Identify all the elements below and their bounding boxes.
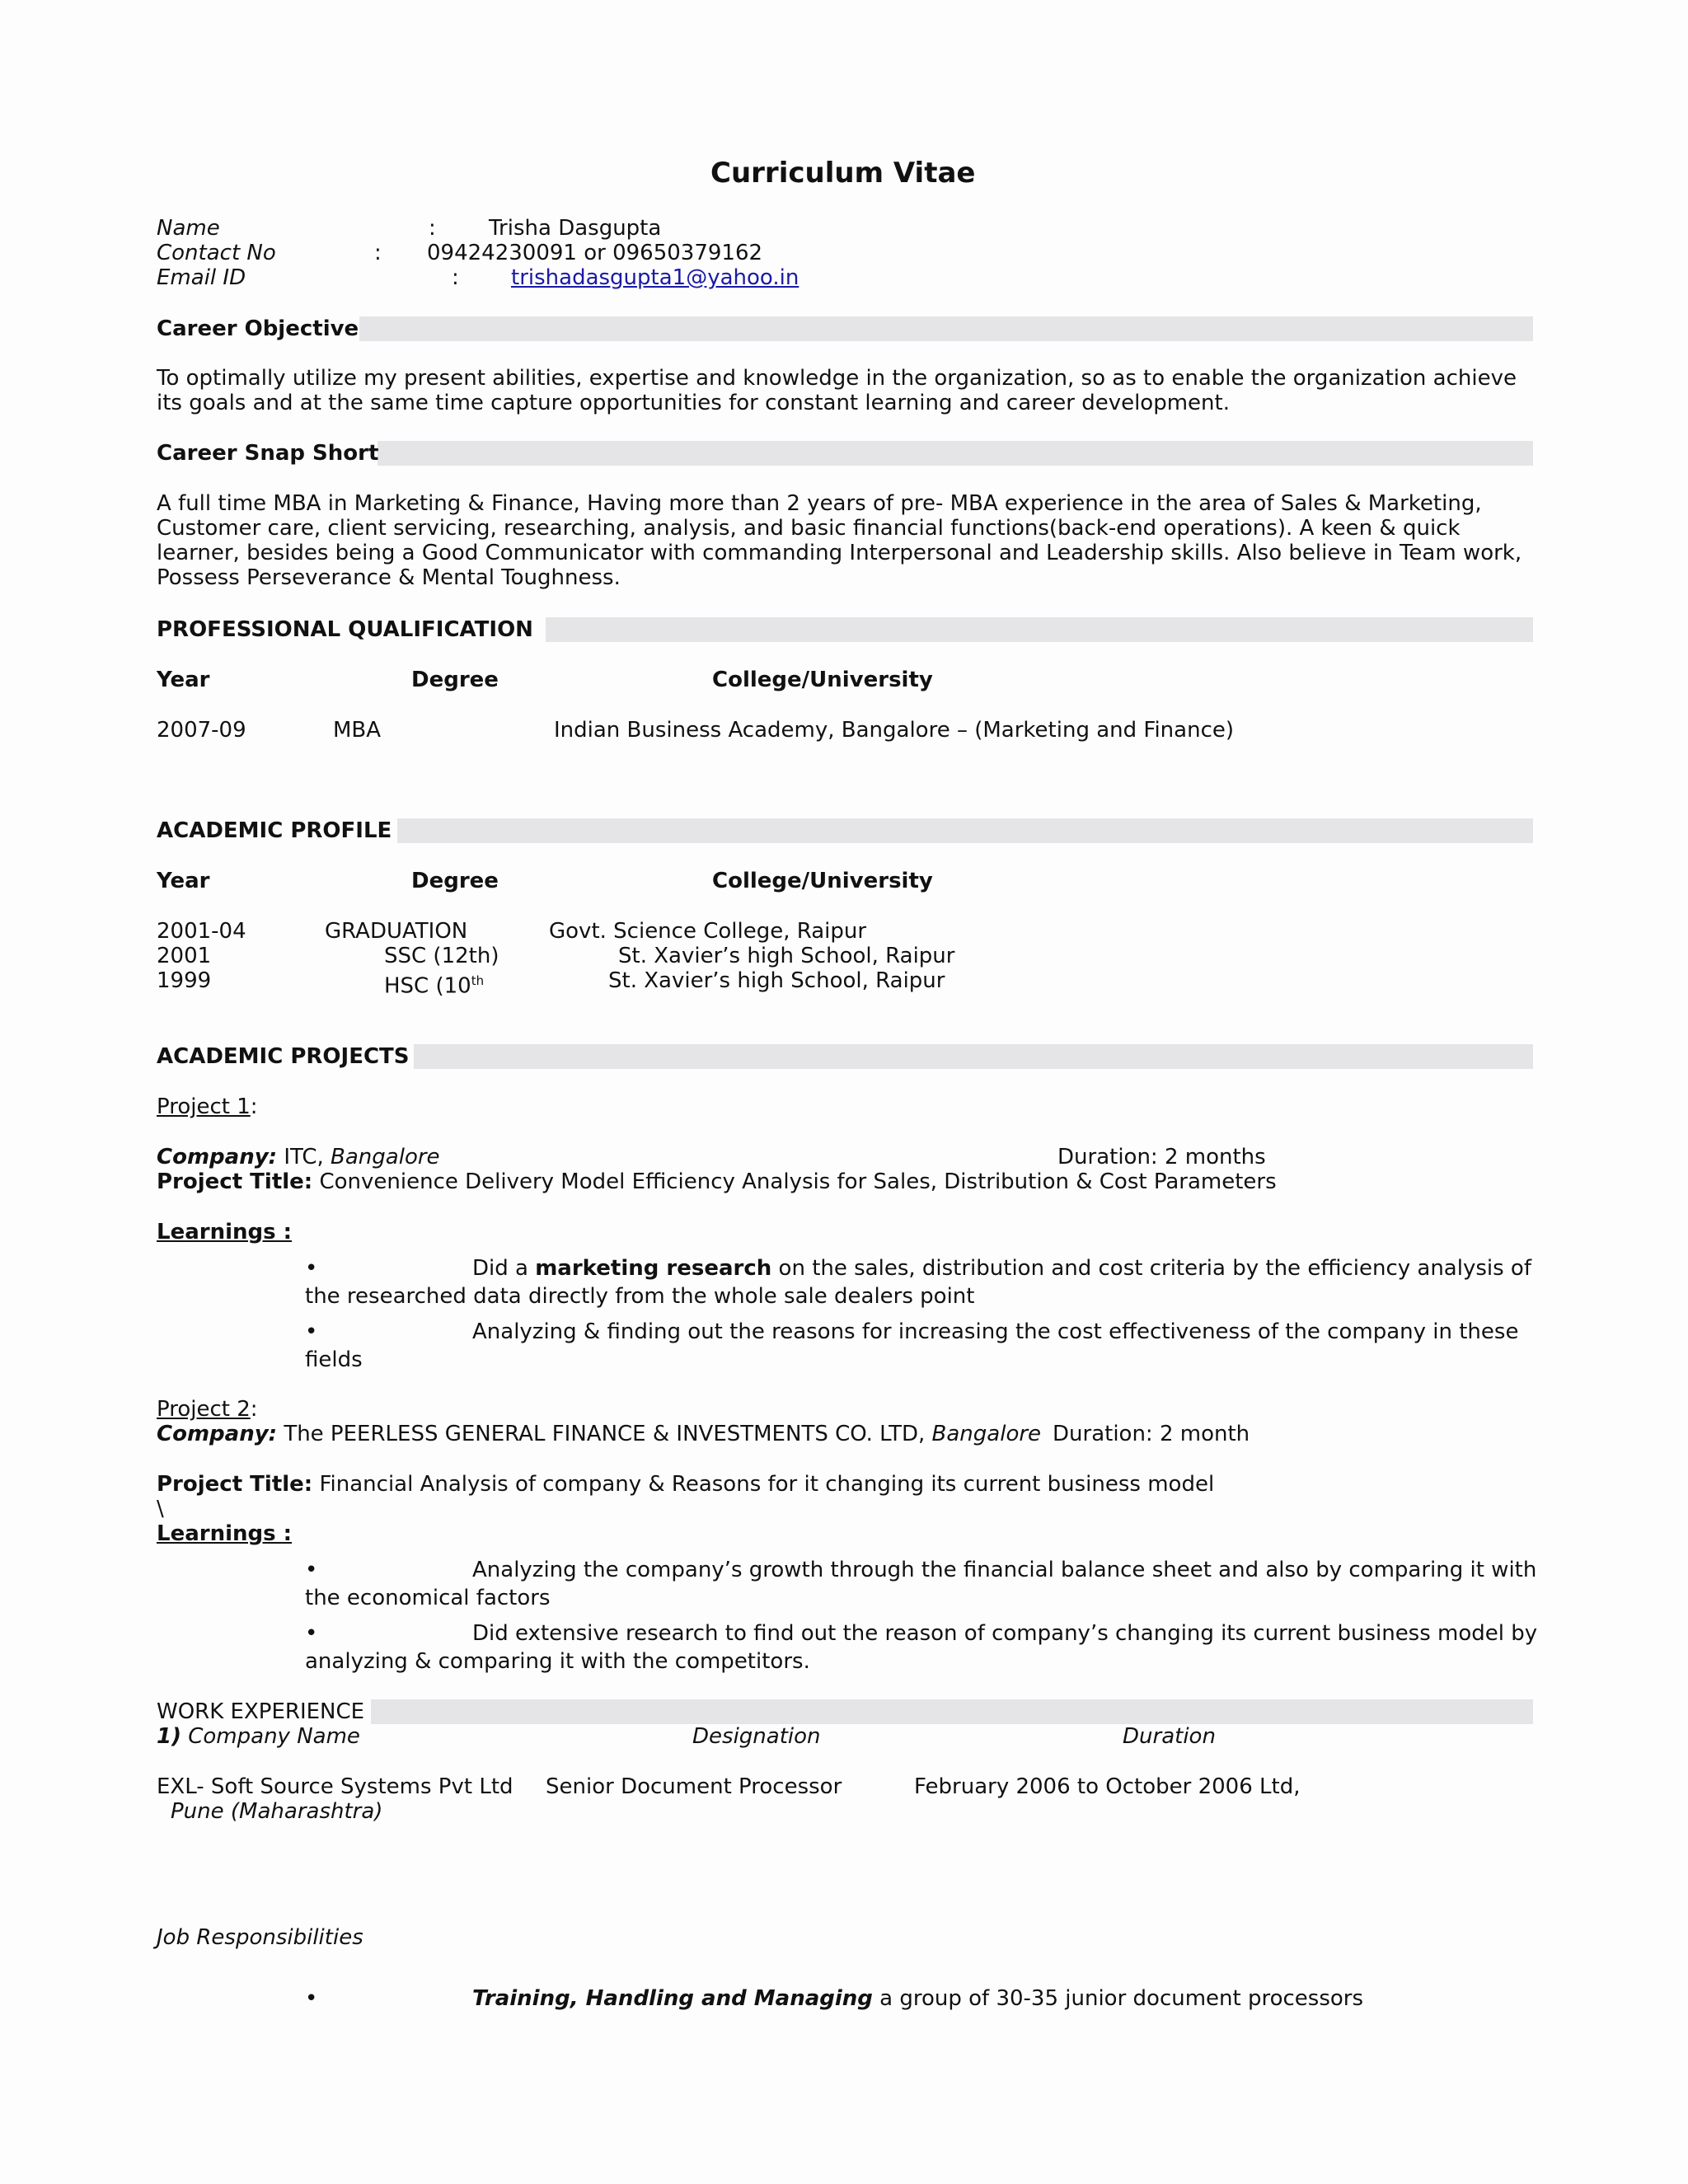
col-year: Year	[157, 668, 210, 692]
project-1-learnings-label: Learnings :	[157, 1220, 293, 1244]
bullet-icon: •	[305, 1621, 318, 1646]
work-location: Pune (Maharashtra)	[171, 1799, 383, 1824]
col-year: Year	[157, 869, 210, 893]
project-2-learning-1-cont: the economical factors	[305, 1586, 551, 1610]
bullet-icon: •	[305, 1256, 318, 1281]
acad-college: St. Xavier’s high School, Raipur	[618, 944, 955, 968]
acad-degree: SSC (12th)	[384, 944, 499, 968]
academic-heading: ACADEMIC PROFILE	[157, 818, 392, 843]
acad-year: 2001-04	[157, 919, 246, 944]
work-col-company: 1) Company Name	[157, 1724, 360, 1749]
career-objective-text: To optimally utilize my present abilities, expertise and knowledge in the organization, so as to enable the organization achieve its goals and at the same time capture opportunities for constant learning and career development.	[157, 366, 1517, 415]
acad-college: St. Xavier’s high School, Raipur	[608, 968, 945, 993]
stray-mark: \	[157, 1497, 164, 1521]
contact-value: 09424230091 or 09650379162	[427, 241, 763, 265]
acad-college: Govt. Science College, Raipur	[549, 919, 867, 944]
project-1-learning-1-cont: the researched data directly from the whole sale dealers point	[305, 1284, 975, 1309]
project-2-learning-1: Analyzing the company’s growth through the financial balance sheet and also by comparing it with	[472, 1558, 1537, 1582]
col-college: College/University	[712, 668, 933, 692]
acad-degree: HSC (10th	[384, 973, 485, 999]
acad-year: 2001	[157, 944, 212, 968]
career-snapshot-text: A full time MBA in Marketing & Finance, Having more than 2 years of pre- MBA experience in the area of Sales & Marketing, Customer care, client servicing, researching, analysis, and basic financial functions(back-end operations). A keen & quick learner, besides being a Good Communicator with commanding Interpersonal and Leadership skills. Also believe in Team work, Possess Perseverance & Mental Toughness.	[157, 491, 1522, 590]
acad-year: 1999	[157, 968, 212, 993]
project-2-title: Project Title: Financial Analysis of company & Reasons for it changing its current business model	[157, 1472, 1215, 1497]
section-bar	[397, 818, 1533, 843]
career-objective-heading: Career Objective	[157, 316, 359, 341]
work-heading: WORK EXPERIENCE	[157, 1699, 365, 1724]
contact-colon: :	[374, 241, 382, 265]
project-1-learning-1: Did a marketing research on the sales, distribution and cost criteria by the efficiency analysis of	[472, 1256, 1531, 1281]
prof-year: 2007-09	[157, 718, 246, 743]
col-college: College/University	[712, 869, 933, 893]
bullet-icon: •	[305, 1986, 318, 2011]
section-bar	[414, 1044, 1533, 1069]
name-colon: :	[429, 216, 436, 241]
email-colon: :	[452, 265, 459, 290]
career-snapshot-heading: Career Snap Short	[157, 441, 379, 466]
project-1-label: Project 1:	[157, 1094, 258, 1119]
job-responsibilities-label: Job Responsibilities	[157, 1925, 363, 1950]
project-1-company: Company: ITC, Bangalore	[157, 1145, 440, 1169]
project-1-title: Project Title: Convenience Delivery Model Efficiency Analysis for Sales, Distribution & Cost Parameters	[157, 1169, 1277, 1194]
section-bar	[377, 441, 1533, 466]
work-company: EXL- Soft Source Systems Pvt Ltd	[157, 1774, 513, 1799]
page-title: Curriculum Vitae	[710, 157, 976, 190]
section-bar	[371, 1699, 1533, 1724]
project-1-duration: Duration: 2 months	[1057, 1145, 1266, 1169]
bullet-icon: •	[305, 1319, 318, 1344]
project-2-learning-2-cont: analyzing & comparing it with the competitors.	[305, 1649, 810, 1674]
work-duration: February 2006 to October 2006 Ltd,	[914, 1774, 1301, 1799]
col-degree: Degree	[411, 668, 499, 692]
work-designation: Senior Document Processor	[546, 1774, 842, 1799]
bullet-icon: •	[305, 1558, 318, 1582]
prof-degree: MBA	[333, 718, 382, 743]
project-2-company: Company: The PEERLESS GENERAL FINANCE & INVESTMENTS CO. LTD, Bangalore	[157, 1422, 1042, 1446]
email-link[interactable]: trishadasgupta1@yahoo.in	[511, 265, 799, 290]
project-2-duration: Duration: 2 month	[1053, 1422, 1250, 1446]
name-value: Trisha Dasgupta	[489, 216, 662, 241]
name-label: Name	[157, 216, 220, 241]
project-2-learnings-label: Learnings :	[157, 1521, 293, 1546]
projects-heading: ACADEMIC PROJECTS	[157, 1044, 410, 1069]
project-1-learning-2: Analyzing & finding out the reasons for increasing the cost effectiveness of the company in these	[472, 1319, 1519, 1344]
contact-label: Contact No	[157, 241, 276, 265]
section-bar	[546, 617, 1533, 642]
job-responsibility-1: Training, Handling and Managing a group of 30-35 junior document processors	[472, 1986, 1364, 2011]
col-degree: Degree	[411, 869, 499, 893]
section-bar	[359, 316, 1533, 341]
professional-heading: PROFESSIONAL QUALIFICATION	[157, 617, 533, 642]
email-label: Email ID	[157, 265, 246, 290]
prof-college: Indian Business Academy, Bangalore – (Marketing and Finance)	[554, 718, 1235, 743]
project-1-learning-2-cont: fields	[305, 1347, 363, 1372]
work-col-duration: Duration	[1123, 1724, 1216, 1749]
acad-degree: GRADUATION	[325, 919, 468, 944]
project-2-learning-2: Did extensive research to find out the reason of company’s changing its current business model by	[472, 1621, 1538, 1646]
project-2-label: Project 2:	[157, 1397, 258, 1422]
work-col-designation: Designation	[692, 1724, 821, 1749]
